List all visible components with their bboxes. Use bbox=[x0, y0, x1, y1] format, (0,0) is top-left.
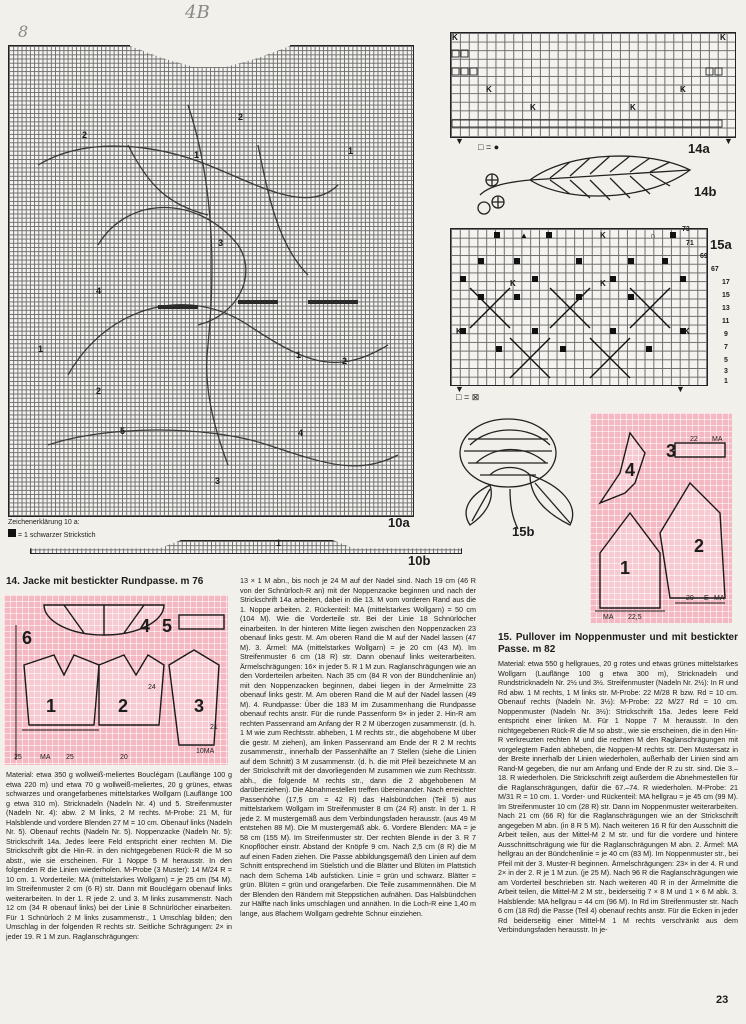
svg-text:K: K bbox=[530, 103, 536, 112]
schematic-15-dim-e: E bbox=[704, 595, 709, 602]
chart-10a-region-1d: 1 bbox=[296, 350, 302, 360]
chart-14a-k-markers bbox=[450, 32, 734, 136]
section-15-text: 15. Pullover im Noppenmuster und mit bestickter Passe. m 82 Material: etwa 550 g hellgraues, 20 g rotes und etwas grünes mittelstarkes Wollgarn (Lauflänge 100 g etwa 300 m), Stricknadeln und Rundstricknadeln Nr. 2½ und 3½. Streifenmuster (Nadeln Nr. 2½): In R und Rd abw. 1 M rechts, 1 M links str. M-Probe: 22 M/28 R bzw. Rd = 10 cm. Obenauf rechts (Nadeln Nr. 3½): M-Probe: 22 M/27 Rd = 10 cm. Noppenmuster (Nadeln Nr. 3½): Strickschrift 15a. Jedes leere Feld entspricht einer linken M. Für 1 Noppe 7 M herausstr. In den nichtgegebenen Rück-R die M so abstr., wie sie erscheinen, die in den Hin-R verkreuzten rechten M und die rechten M den Raglanschrägungen mit vorgelegtem Faden abheben, die Noppen-M rechts str. Den Mustersatz in der Breite innerhalb der Linien wiederholen, außerhalb der Linien sind am Rand-M gegeben, die nur am Anfang und Ende der R zu str. sind. Die 3.–18. R wiederholen. Die Strickschrift zeigt außerdem die Abnehmestellen für die Raglanschrägungen, dafür die 67.–74. R wiederholen. M-Probe: 21 M/31 R = 10 cm. 1. Vorder- und Rückenteil: MA hellgrau = je 45 cm (99 M). Im Streifenmuster 10 cm (28 R) str. Dann im Noppenmuster weiterarbeiten. Nach 21 cm (66 R) für die Raglanschrägungen wie an der Strickschrift angegeben M abn. (in 8 R 5 M). Nach weiteren 16 R für den Ausschnitt die Arbeit teilen, aus der Mittel-M 2 M str. und für die vordere und hintere Ausschnittschrägung wie für die Raglanschrägungen M abn. 2. Ärmel: MA hellgrau an der Bündchenlinie = je 40 cm (83 M). Im Noppenmuster str., bei Pfeil mit der 3. Muster-R beginnen. Ärmelschrägungen: 23× in der 4. R und 2× in der 2. R je 1 M zun. (je 25 M). Nach 96 R die Raglanschrägungen wie am Vorderteil beschrieben str. Nach weiteren 40 R in der Ärmelmitte die Arbeit teilen, die Mittel-M 2 M str., beiderseitig 7 × 8 M und 1 × 6 M abk. 3. Halsblende: MA hellgrau = 44 cm (96 M). In Rd im Streifenmuster str. Nach 6 cm (18 Rd) die Passe (Teil 4) obenauf rechts anstr. Für die Ecken in jeder Rd beiderseitig einer Mittel-M 1 M rechts verschränkt aus dem Verbindungsfaden herausstr. In je- bbox=[498, 632, 738, 934]
chart-10b-label: 10b bbox=[408, 553, 431, 568]
chart-15b-rose-motif bbox=[450, 405, 590, 535]
chart-14b-leaf-motif bbox=[470, 150, 700, 220]
schematic-14-piece-5: 5 bbox=[162, 616, 173, 636]
chart-14a-legend: □ = ● bbox=[478, 142, 500, 152]
chart-15a-row-17: 17 bbox=[722, 279, 730, 286]
schematic-15-dim-ma-right: MA bbox=[714, 595, 725, 602]
schematic-15-piece-4: 4 bbox=[625, 460, 636, 480]
handwritten-corner-mark: 8 bbox=[18, 22, 29, 41]
section-14-text-col1: Material: etwa 350 g wollweiß-meliertes Bouclégarn (Lauflänge 100 g etwa 220 m) und etwa 70 g wollweiß-meliertes, 20 g grünes, etwas schwarzes und orangefarbenes mittelstarkes Wollgarn (Lauflänge 100 g etwa 310 m). Stricknadeln (Nadeln Nr. 4) und 5. Streifenmuster (Nadeln Nr. 4): abw. 2 M links, 2 M rechts. M-Probe: 21 M, für Halsblende und vordere Blenden 27 M = 10 cm. Obenauf links (Nadeln Nr. 5). Obenauf rechts (Nadeln Nr. 5). Noppenzacke (Nadeln Nr. 5): Strickschrift 14a. Jedes leere Feld entspricht einer rechten M. Die Strickschrift gibt die Hin-R. in den nichtgegebenen Rück-R die M so abstr., wie sie erscheinen. Für 1 Noppe 5 M herausstr. In den folgenden R die Linien wiederholen. M-Probe (3 Muster): 14 M/24 R = 10 cm. 1. Vorderteile: MA (mittelstarkes Wollgarn) = je 25 cm (54 M). Im Streifenmuster 2 cm (6 R) str. Dann mit Bouclégarn obenauf links weiterarbeiten. In der 1. R jede 2. und 3. M links zusammenstr. Nach 12 cm (34 R obenauf links) bei der Linie 8 Schnürlöcher einarbeiten. Für 1 Schnürloch 2 M links zusammenstr., 1 Umschlag bilden; den Umschlag in der folgenden R rechts str. Seitliche Schrägungen: 2× in jeder 19. R 1 M zun. Raglanschrägungen: bbox=[6, 770, 232, 941]
chart-10a-region-2d: 2 bbox=[342, 356, 348, 366]
schematic-14-piece-4: 4 bbox=[140, 616, 151, 636]
schematic-14-dim-25-left: 25 bbox=[14, 754, 22, 761]
schematic-14-dim-25-right: 25 bbox=[66, 754, 74, 761]
chart-15a-row-13: 13 bbox=[722, 305, 730, 312]
svg-text:K: K bbox=[680, 85, 686, 94]
chart-15a-row-67: 67 bbox=[711, 266, 719, 273]
chart-10a-legend-item: = 1 schwarzer Strickstich bbox=[8, 529, 96, 539]
chart-14a-label: 14a bbox=[688, 141, 710, 156]
section-15-title: 15. Pullover im Noppenmuster und mit bestickter Passe. m 82 bbox=[498, 632, 738, 655]
chart-10a-legend-title: Zeichenerklärung 10 a: bbox=[8, 519, 80, 526]
chart-10a-region-5a: 5 bbox=[120, 426, 126, 436]
svg-text:K: K bbox=[600, 279, 606, 288]
chart-15a-motif bbox=[450, 228, 706, 384]
svg-text:K: K bbox=[684, 327, 690, 336]
chart-10a-region-1a: 1 bbox=[194, 150, 200, 160]
handwritten-top-mark: 4B bbox=[185, 2, 210, 23]
chart-10a-region-3a: 3 bbox=[218, 238, 224, 248]
svg-text:▲: ▲ bbox=[520, 231, 528, 240]
section-14-title: 14. Jacke mit bestickter Rundpasse. m 76 bbox=[6, 576, 204, 587]
chart-15a-row-69: 69 bbox=[700, 253, 708, 260]
svg-text:K: K bbox=[630, 103, 636, 112]
chart-10a-region-2a: 2 bbox=[82, 130, 88, 140]
chart-15a-row-1: 1 bbox=[724, 378, 728, 385]
chart-15a-label: 15a bbox=[710, 237, 732, 252]
schematic-15-piece-1: 1 bbox=[620, 558, 631, 578]
chart-15a-row-11: 11 bbox=[722, 318, 730, 325]
svg-text:K: K bbox=[452, 33, 458, 42]
schematic-15-dim-ma-bottom: MA bbox=[603, 614, 614, 621]
chart-10a-region-1c: 1 bbox=[38, 344, 44, 354]
chart-10a-region-1b: 1 bbox=[348, 146, 354, 156]
schematic-14-pieces bbox=[4, 595, 228, 765]
schematic-14-dim-21: 21 bbox=[210, 724, 218, 731]
schematic-14-piece-6: 6 bbox=[22, 628, 33, 648]
chart-15a-arrow-right-icon: ▼ bbox=[676, 384, 685, 394]
schematic-15-dim-ma-top: MA bbox=[712, 436, 723, 443]
chart-15a-row-5: 5 bbox=[724, 357, 728, 364]
schematic-15-piece-3: 3 bbox=[666, 441, 677, 461]
chart-10a-label: 10a bbox=[388, 515, 410, 530]
empty-square-icon: □ bbox=[478, 142, 484, 152]
svg-text:K: K bbox=[456, 327, 462, 336]
schematic-14-piece-1: 1 bbox=[46, 696, 57, 716]
chart-10a-region-2b: 2 bbox=[238, 112, 244, 122]
svg-text:∩: ∩ bbox=[650, 231, 656, 240]
section-14-text-col2: 13 × 1 M abn., bis noch je 24 M auf der Nadel sind. Nach 19 cm (46 R von der Schnürloch-R an) mit der Noppenzacke beginnen und nach der Strickschrift 14a arbeiten, dabei in die 13. M vom vorderen Rand aus die 1. Noppe arbeiten. 2. Rückenteil: MA (mittelstarkes Wollgarn) = 50 cm (104 M). Wie die Vorderteile str. Bei der Linie 18 Schnürlöcher einarbeiten. In der hinteren Mitte liegen zwischen den Noppenzacken 23 obenauf links gestr. M. Am oberen Rand die M auf der Nadel lassen (47 M). 3. Ärmel: MA (mittelstarkes Wollgarn) = je 20 cm (43 M). Im Streifenmuster 6 cm (18 R) str. Dann obenauf links weiterarbeiten. Ärmelschrägungen: 16× in jeder 5. R 1 M zun. Raglanschrägungen wie an den Vorderteilen arbeiten. Nach 35 cm (84 R von der Bündchenlinie an) mit den Noppenzacken beginnen, dabei liegen in der Ärmelmitte 23 obenauf links gestr. M. Am oberen Rand die M auf der Nadel lassen (49 M). 4. Rundpasse: Über die 183 M im Zusammenhang die Rundpasse obenauf rechts anstr. Für die runde Passenform 9× in jeder 2. Hin-R am rechten Passenrand am Anfang der R 2 M überzogen zusammenstr. (d. h. 1 M wie zum Rechtsstr. abheben, 1 M rechts str., die abgehobene M über die gestr. M ziehen), am linken Passenrand am Ende der R 2 M rechts zusammenstr., innerhalb der Passenhälfte an 7 Stellen (siehe die Linien auf dem Schnitt) 3 M zusammenstr. (d. h. die mit Pfeil bezeichnete M an der Strickschrift mit der davorliegenden M zusammen wie zum Rechtsstr. abh., die folgende M rechts str., dann die 2 abgehobenen M darüberziehen). Die Abnahmestellen treffen übereinander. Nach erreichter Passenhöhe (17,5 cm = 42 R) das Halsbündchen (Teil 5) aus mittelstarkem Wollgarn im Streifenmuster 8 cm (24 R) anstr. In der 1. R jede 2. M mustergemäß aus dem Verbindungsfaden herausstr. (aus 49 M entstehen 88 M). Die M mustergemäß abk. 6. Vordere Blenden: MA = je 58 cm (155 M). Im Streifenmuster str. Der rechten Blende in der 3. R 7 Knopflöcher einstr. Abstand der Knöpfe 9 cm. Nach 2,5 cm (8 R) die M auf einen Faden ziehen. Die Passe abbildungsgemäß den Linien auf dem Schnitt entsprechend im Stielstich und die Blätter und Blüten im Plattstich nach dem Schema 14b aufsticken. Linie = grün und schwarz. Blätter = grün. Blüten = grün und orangefarben. Die Teile zusammennähen. Die M der Blenden den Rändern mit Steppstichen aufnähen. Das Halsbündchen zur Hälfte nach links umschlagen und annähen. In die Loch-R eine 1,40 m lange, aus 8fachem Wollgarn gedrehte Schnur einziehen. bbox=[240, 576, 476, 918]
page-number: 23 bbox=[716, 994, 729, 1006]
svg-text:K: K bbox=[720, 33, 726, 42]
chart-15a-row-73: 73 bbox=[682, 226, 690, 233]
chart-15a-arrow-left-icon: ▼ bbox=[455, 384, 464, 394]
svg-text:K: K bbox=[486, 85, 492, 94]
chart-15b-label: 15b bbox=[512, 524, 535, 539]
schematic-14-dim-20: 20 bbox=[120, 754, 128, 761]
chart-10b-region-1: 1 bbox=[276, 538, 282, 548]
chart-15a-row-71: 71 bbox=[686, 240, 694, 247]
schematic-14-dim-24: 24 bbox=[148, 684, 156, 691]
schematic-14-piece-3: 3 bbox=[194, 696, 205, 716]
svg-text:K: K bbox=[600, 231, 606, 240]
chart-14a-arrow-right-icon: ▼ bbox=[724, 136, 733, 146]
schematic-15-piece-2: 2 bbox=[694, 536, 705, 556]
chart-15a-row-7: 7 bbox=[724, 344, 728, 351]
chart-10a-region-4a: 4 bbox=[96, 286, 102, 296]
schematic-15-pieces bbox=[590, 413, 732, 623]
chart-15a-legend: □ = ⊠ bbox=[456, 392, 480, 402]
chart-10a-region-2c: 2 bbox=[96, 386, 102, 396]
chart-10a-motif bbox=[8, 45, 412, 515]
schematic-15-dim-22: 22 bbox=[690, 436, 698, 443]
empty-square-icon: □ bbox=[456, 392, 462, 402]
schematic-15-dim-20: 20 bbox=[686, 595, 694, 602]
black-stitch-icon bbox=[8, 529, 16, 537]
chart-10a-region-4b: 4 bbox=[298, 428, 304, 438]
chart-14a-arrow-left-icon: ▼ bbox=[455, 136, 464, 146]
chart-14b-label: 14b bbox=[694, 184, 717, 199]
schematic-14-dim-ma: MA bbox=[40, 754, 51, 761]
chart-15a-row-9: 9 bbox=[724, 331, 728, 338]
schematic-14-dim-10ma: 10MA bbox=[196, 748, 215, 755]
schematic-15-dim-22-5: 22,5 bbox=[628, 614, 642, 621]
chart-15a-row-3: 3 bbox=[724, 368, 728, 375]
svg-text:K: K bbox=[510, 279, 516, 288]
chart-15a-row-15: 15 bbox=[722, 292, 730, 299]
schematic-14-piece-2: 2 bbox=[118, 696, 129, 716]
chart-10a-region-3b: 3 bbox=[215, 476, 221, 486]
chart-10b-grid bbox=[30, 540, 462, 554]
